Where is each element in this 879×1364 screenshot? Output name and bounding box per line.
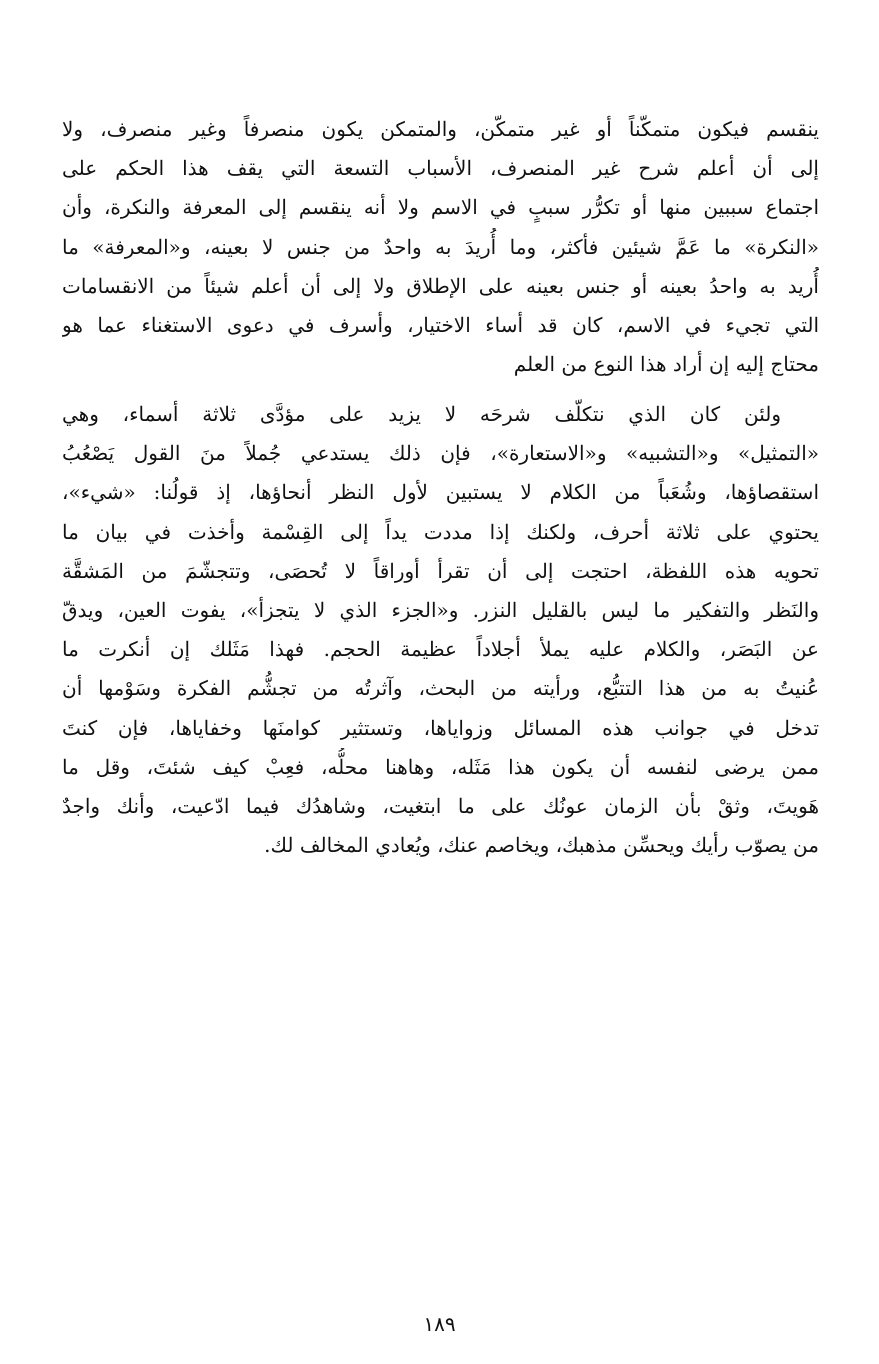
text-line: إلى أن أعلم شرح غير المنصرف، الأسباب التسعة التي يقف هذا الحكم على bbox=[62, 156, 819, 181]
text-line: تحويه هذه اللفظة، احتجت إلى أن تقرأ أوراقاً لا تُحصَى، وتتجشّمَ من المَشقَّة bbox=[62, 558, 819, 583]
page-number: ١٨٩ bbox=[423, 1312, 456, 1336]
text-line: استقصاؤها، وشُعَباً من الكلام لا يستبين لأول النظر أنحاؤها، إذ قولُنا: «شيء»، bbox=[62, 480, 819, 505]
text-line: عُنيتُ به من هذا التتبُّع، ورأيته من البحث، وآثرتُه من تجشُّم الفكرة وسَوْمها أن bbox=[62, 676, 819, 701]
text-line: أُريد به واحدُ بعينه أو جنس بعينه على الإطلاق ولا إلى أن أعلم شيئاً من الانقسامات bbox=[62, 273, 819, 298]
text-line: ينقسم فيكون متمكّناً أو غير متمكّن، والمتمكن يكون منصرفاً وغير منصرف، ولا bbox=[62, 117, 819, 141]
text-line: ممن يرضى لنفسه أن يكون هذا مَثَله، وهاهنا محلُّه، فعِبْ كيف شئتَ، وقل ما bbox=[62, 754, 819, 779]
paragraph-1 bbox=[62, 110, 819, 384]
text-line: عن البَصَر، والكلام عليه يملأ أجلاداً عظيمة الحجم. فهذا مَثَلك إن أنكرت ما bbox=[62, 637, 819, 662]
text-line: محتاج إليه إن أراد هذا النوع من العلم bbox=[513, 352, 819, 377]
text-line: «النكرة» ما عَمَّ شيئين فأكثر، وما أُريدَ به واحدٌ من جنس لا بعينه، و«المعرفة» ما bbox=[62, 234, 819, 259]
paragraph-2 bbox=[62, 395, 819, 865]
text-line: تدخل في جوانب هذه المسائل وزواياها، وتستثير كوامنَها وخفاياها، فإن كنتَ bbox=[62, 715, 819, 740]
text-line: يحتوي على ثلاثة أحرف، ولكنك إذا مددت يداً إلى القِسْمة وأخذت في بيان ما bbox=[62, 519, 819, 544]
text-line: «التمثيل» و«التشبيه» و«الاستعارة»، فإن ذلك يستدعي جُملاً منَ القول يَصْعُبُ bbox=[62, 441, 819, 466]
text-line: والنَظر والتفكير ما ليس بالقليل النزر. و«الجزء الذي لا يتجزأ»، يفوت العين، ويدقّ bbox=[62, 597, 819, 622]
text-line: من يصوّب رأيك ويحسِّن مذهبك، ويخاصم عنك، ويُعادي المخالف لك. bbox=[264, 833, 819, 858]
text-line: اجتماع سببين منها أو تكرُّر سببٍ في الاسم ولا أنه ينقسم إلى المعرفة والنكرة، وأن bbox=[62, 195, 819, 220]
text-line: التي تجيء في الاسم، كان قد أساء الاختيار، وأسرف في دعوى الاستغناء عما هو bbox=[62, 312, 819, 337]
text-line: هَويتَ، وثقْ بأن الزمان عونُك على ما ابتغيت، وشاهدُك فيما ادّعيت، وأنك واجدٌ bbox=[62, 793, 819, 818]
text-line-indented: ولئن كان الذي نتكلّف شرحَه لا يزيد على مؤدَّى ثلاثة أسماء، وهي bbox=[62, 402, 781, 426]
